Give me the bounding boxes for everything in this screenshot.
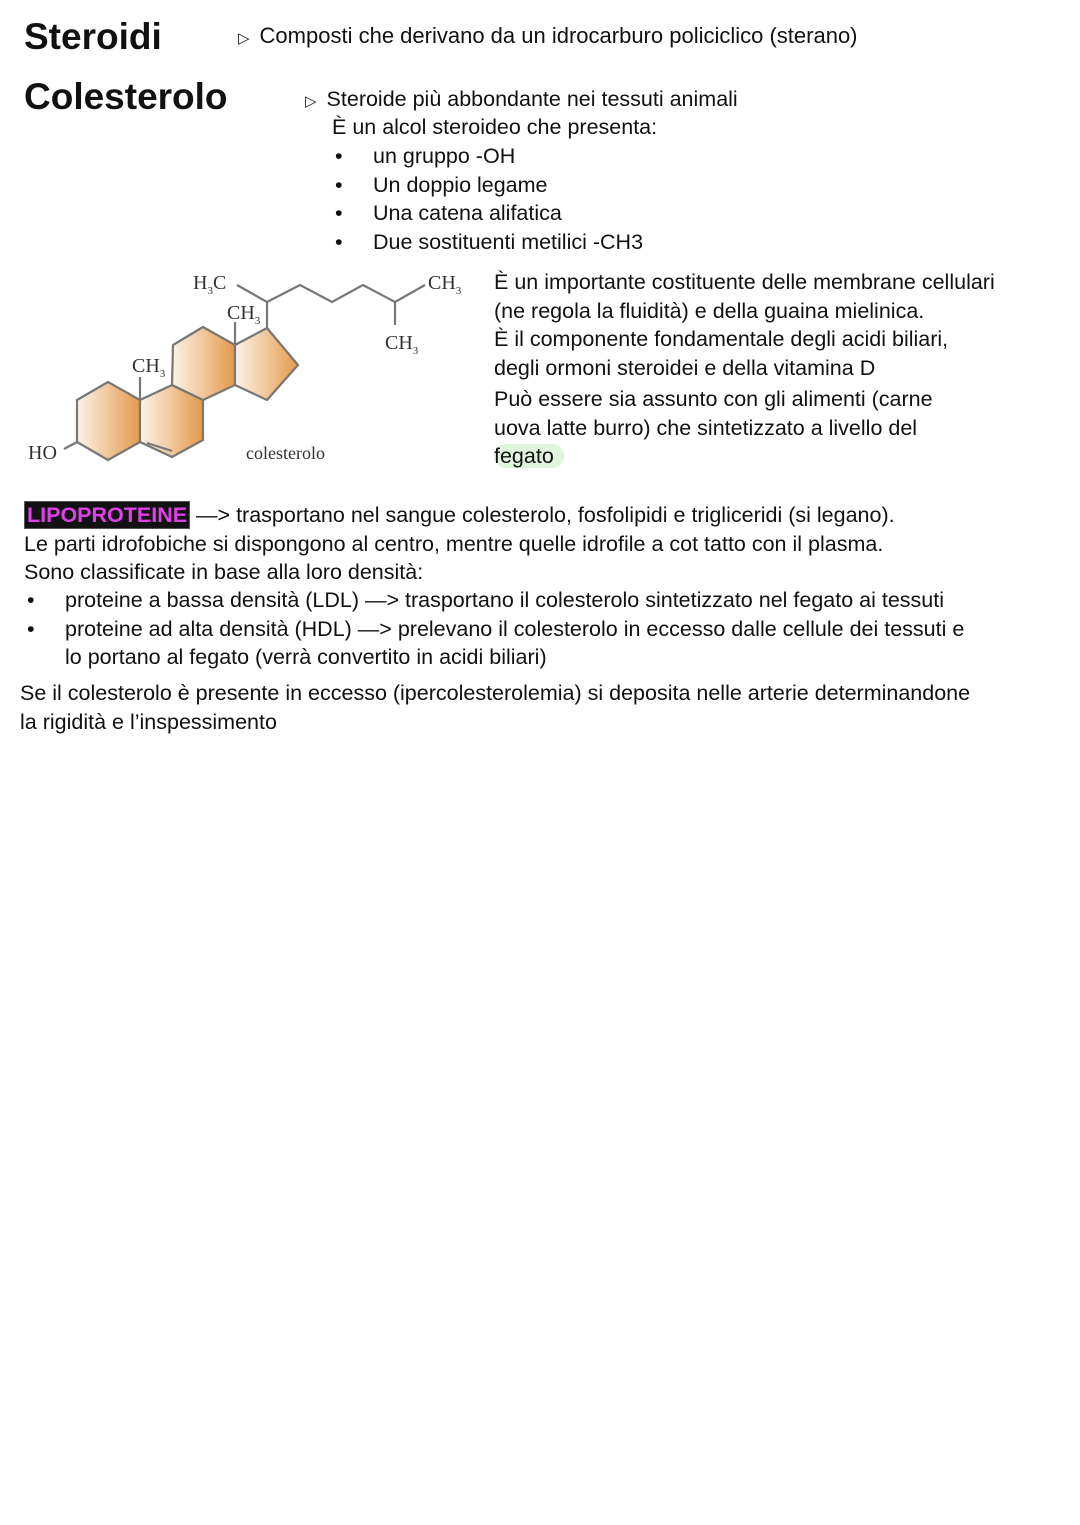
bullet: • xyxy=(335,229,343,254)
heading-steroidi: Steroidi xyxy=(24,16,162,57)
list-item xyxy=(27,615,965,644)
item-text: proteine a bassa densità (LDL) —> trasportano il colesterolo sintetizzato nel fegato ai tessuti xyxy=(65,588,945,612)
highlight-fegato: fegato xyxy=(494,444,564,468)
feature-text: Un doppio legame xyxy=(373,172,548,197)
label-h3c: $H_3C$ xyxy=(193,272,227,297)
feature-text: Una catena alifatica xyxy=(373,201,562,225)
bullet: • xyxy=(27,616,35,641)
label-ho: HO xyxy=(28,442,57,464)
lipoproteine-line: Le parti idrofobiche si dispongono al centro, mentre quelle idrofile a cot tatto con il plasma. xyxy=(24,531,884,556)
label-ch3: $CH_3$ xyxy=(227,302,261,327)
description-line: degli ormoni steroidei e della vitamina D xyxy=(494,355,876,380)
label-ch3: $CH_3$ xyxy=(385,332,419,357)
intro-text: Steroide più abbondante nei tessuti animali xyxy=(326,87,738,111)
bullet: • xyxy=(335,144,343,168)
lipoproteine-section xyxy=(24,501,895,587)
ring-d xyxy=(235,328,298,400)
ring-c xyxy=(172,327,235,400)
heading-colesterolo: Colesterolo xyxy=(24,76,228,117)
conclusion-line: la rigidità e l’inspessimento xyxy=(20,709,277,734)
ring-a xyxy=(77,382,140,460)
description-line: È il componente fondamentale degli acidi biliari, xyxy=(494,327,949,351)
lipoproteine-line: Sono classificate in base alla loro densità: xyxy=(24,560,424,584)
item-text-continued: lo portano al fegato (verrà convertito in acidi biliari) xyxy=(65,645,547,669)
label-ch3: $CH_3$ xyxy=(132,355,166,380)
description-line: (ne regola la fluidità) e della guaina mielinica. xyxy=(494,298,925,323)
feature-text: un gruppo -OH xyxy=(373,144,516,168)
list-item xyxy=(27,586,964,615)
definition-text: Composti che derivano da un idrocarburo policiclico (sterano) xyxy=(259,23,858,48)
bullet: • xyxy=(27,588,35,612)
triangle-icon: ▷ xyxy=(238,30,250,47)
bullet: • xyxy=(335,201,343,225)
lipoproteine-list xyxy=(27,586,965,672)
figure-caption: colesterolo xyxy=(246,443,325,463)
label-ch3: $CH_3$ xyxy=(428,272,462,297)
cholesterol-structure xyxy=(0,0,480,480)
conclusion xyxy=(20,679,970,736)
feature-text: Due sostituenti metilici -CH3 xyxy=(373,229,644,254)
bullet: • xyxy=(335,172,343,197)
lipoproteine-line: —> trasportano nel sangue colesterolo, fosfolipidi e trigliceridi (si legano). xyxy=(190,503,895,527)
intake-line: uova latte burro) che sintetizzato a livello del xyxy=(494,415,918,440)
lipoproteine-label: LIPOPROTEINE xyxy=(24,501,190,529)
intake-line: Può essere sia assunto con gli alimenti (carne xyxy=(494,387,933,411)
triangle-icon: ▷ xyxy=(305,93,317,110)
item-text: proteine ad alta densità (HDL) —> prelevano il colesterolo in eccesso dalle cellule dei tessuti e xyxy=(65,616,965,641)
colesterolo-description xyxy=(494,268,995,471)
description-line: È un importante costituente delle membrane cellulari xyxy=(494,270,995,294)
conclusion-line: Se il colesterolo è presente in eccesso (ipercolesterolemia) si deposita nelle arterie determinandone xyxy=(20,681,971,705)
colesterolo-intro2: È un alcol steroideo che presenta: xyxy=(332,115,658,139)
